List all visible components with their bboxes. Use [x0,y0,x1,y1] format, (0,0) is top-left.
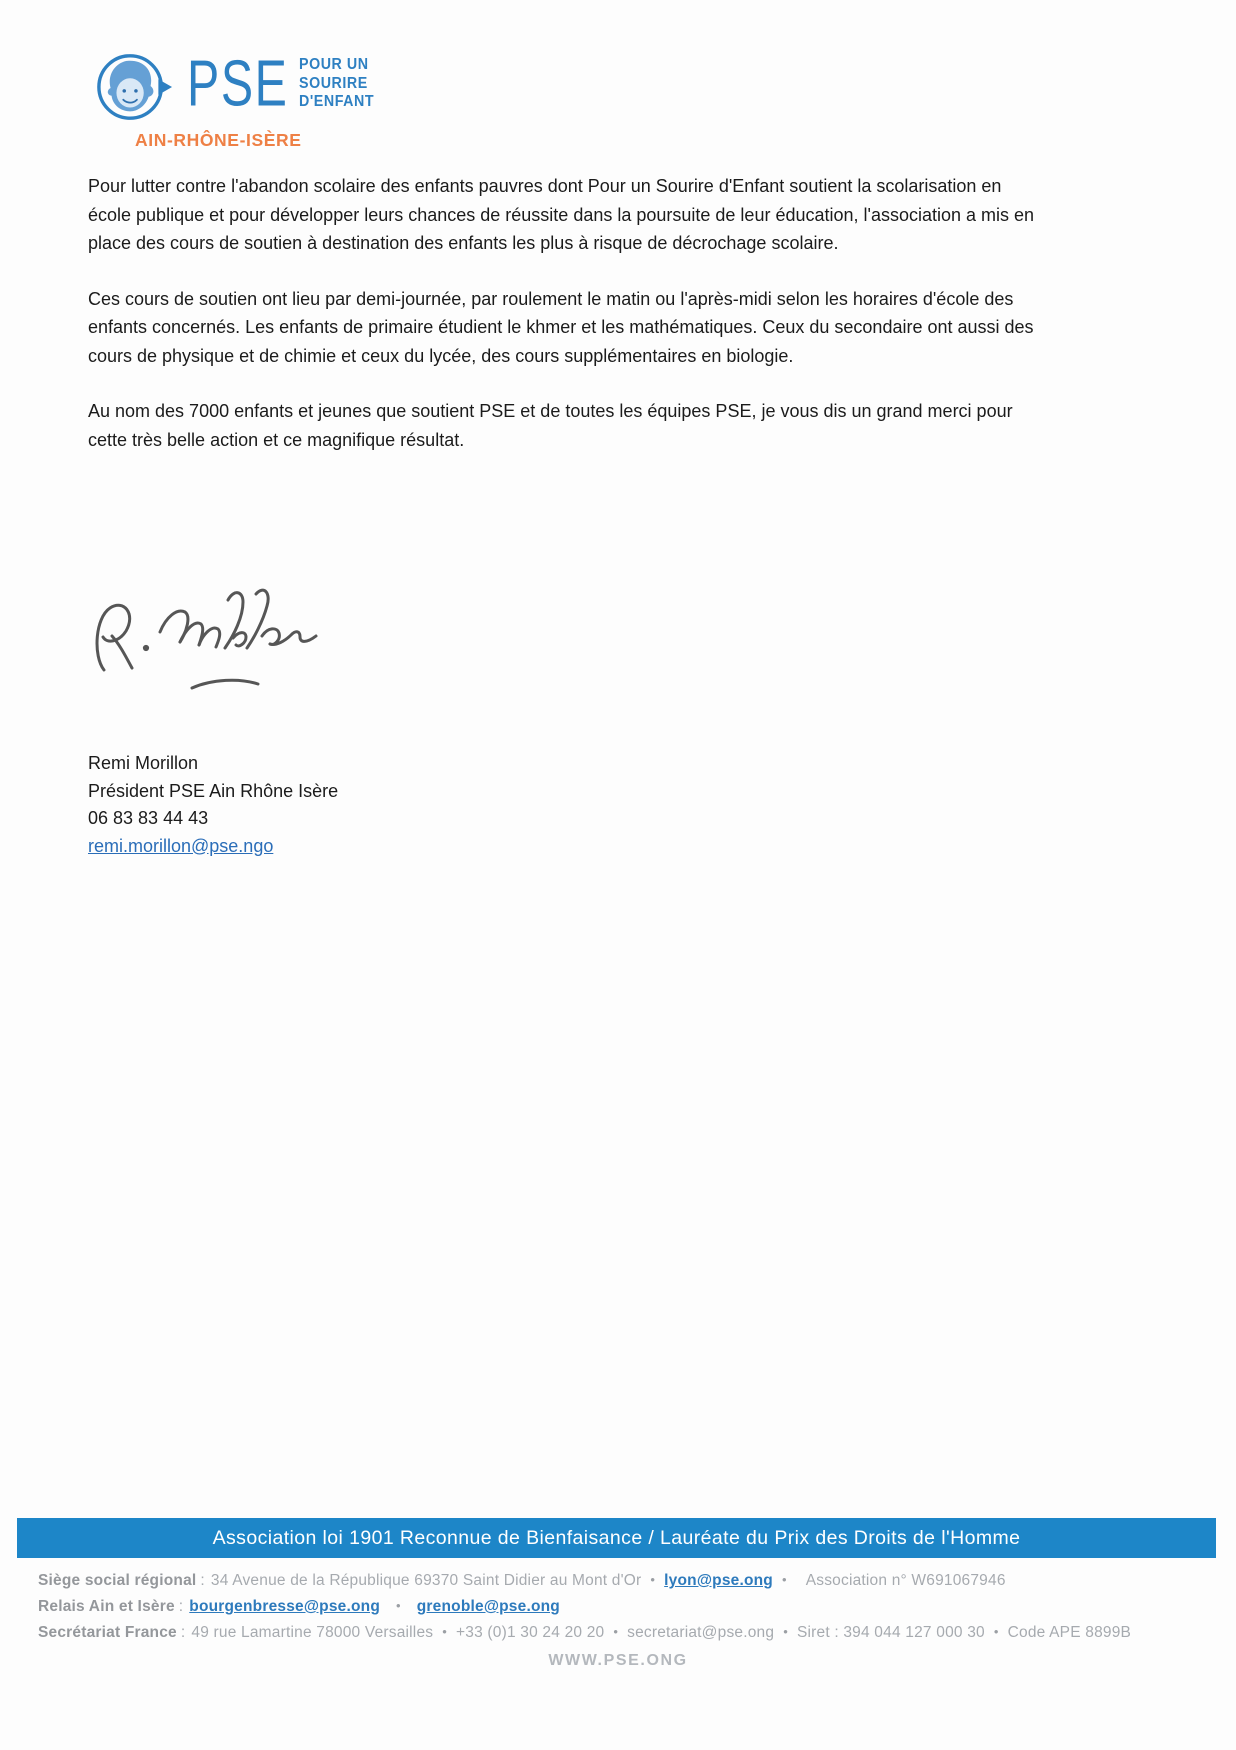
secretariat-phone: +33 (0)1 30 24 20 20 [456,1624,605,1641]
logo-tagline-line: SOURIRE [299,74,368,92]
bourgenbresse-email-link[interactable]: bourgenbresse@pse.ong [189,1598,380,1615]
secretariat-email: secretariat@pse.ong [627,1624,775,1641]
logo-tagline-line: POUR UN [299,56,369,73]
bullet-icon: • [783,1624,788,1639]
signatory-email-link[interactable]: remi.morillon@pse.ngo [88,835,274,856]
letter-body [88,172,1040,481]
footer-line-relais [38,1593,1208,1619]
letter-paragraph: Au nom des 7000 enfants et jeunes que soutient PSE et de toutes les équipes PSE, je vous dis un grand merci pour cette très belle action et ce magnifique résultat. [88,401,1013,450]
siege-address: 34 Avenue de la République 69370 Saint Didier au Mont d'Or [210,1572,642,1589]
logo-region-label: AIN-RHÔNE-ISÈRE [135,130,302,150]
logo-tagline-line: D'ENFANT [299,93,375,110]
bullet-icon: • [442,1624,447,1639]
signature-block [88,750,338,860]
website-url: WWW.PSE.ONG [548,1652,688,1669]
logo-acronym: PSE [187,47,289,121]
colon: : [178,1598,184,1615]
letter-paragraph: Pour lutter contre l'abandon scolaire des enfants pauvres dont Pour un Sourire d'Enfant soutient la scolarisation en école publique et pour développer leurs chances de réussite dans la poursuite de leur éducation, l'association a mis en place des cours de soutien à destination des enfants les plus à risque de décrochage scolaire. [88,176,1035,253]
logo-tagline [299,56,374,112]
bullet-icon: • [613,1624,619,1639]
bullet-icon: • [993,1624,999,1639]
secretariat-label: Secrétariat France [38,1624,177,1641]
signature-handwriting [88,572,338,732]
footer-line-siege [38,1567,1208,1593]
signatory-phone: 06 83 83 44 43 [88,808,209,828]
siret-number: Siret : 394 044 127 000 30 [796,1624,985,1641]
footer-banner: Association loi 1901 Reconnue de Bienfaisance / Lauréate du Prix des Droits de l'Homme [17,1518,1216,1558]
footer-line-secretariat [38,1619,1208,1645]
colon: : [180,1624,186,1641]
grenoble-email-link[interactable]: grenoble@pse.ong [416,1598,560,1615]
bullet-icon: • [650,1572,656,1587]
bullet-icon: • [396,1598,401,1613]
signatory-name: Remi Morillon [88,753,199,773]
footer-info [38,1567,1208,1645]
pse-face-icon [95,50,173,126]
siege-label: Siège social régional [38,1572,197,1589]
letter-paragraph: Ces cours de soutien ont lieu par demi-journée, par roulement le matin ou l'après-midi selon les horaires d'école des enfants concernés. Les enfants de primaire étudient le khmer et les mathématiques. Ceux du secondaire ont aussi des cours de physique et de chimie et ceux du lycée, des cours supplémentaires en biologie. [88,288,1034,366]
colon: : [200,1572,205,1589]
lyon-email-link[interactable]: lyon@pse.ong [664,1572,773,1589]
secretariat-address: 49 rue Lamartine 78000 Versailles [191,1624,434,1641]
association-number: Association n° W691067946 [805,1572,1006,1589]
ape-code: Code APE 8899B [1007,1624,1132,1641]
signatory-title: Président PSE Ain Rhône Isère [88,780,339,801]
relais-label: Relais Ain et Isère [38,1598,175,1615]
bullet-icon: • [781,1572,787,1587]
pse-logo [95,47,381,151]
